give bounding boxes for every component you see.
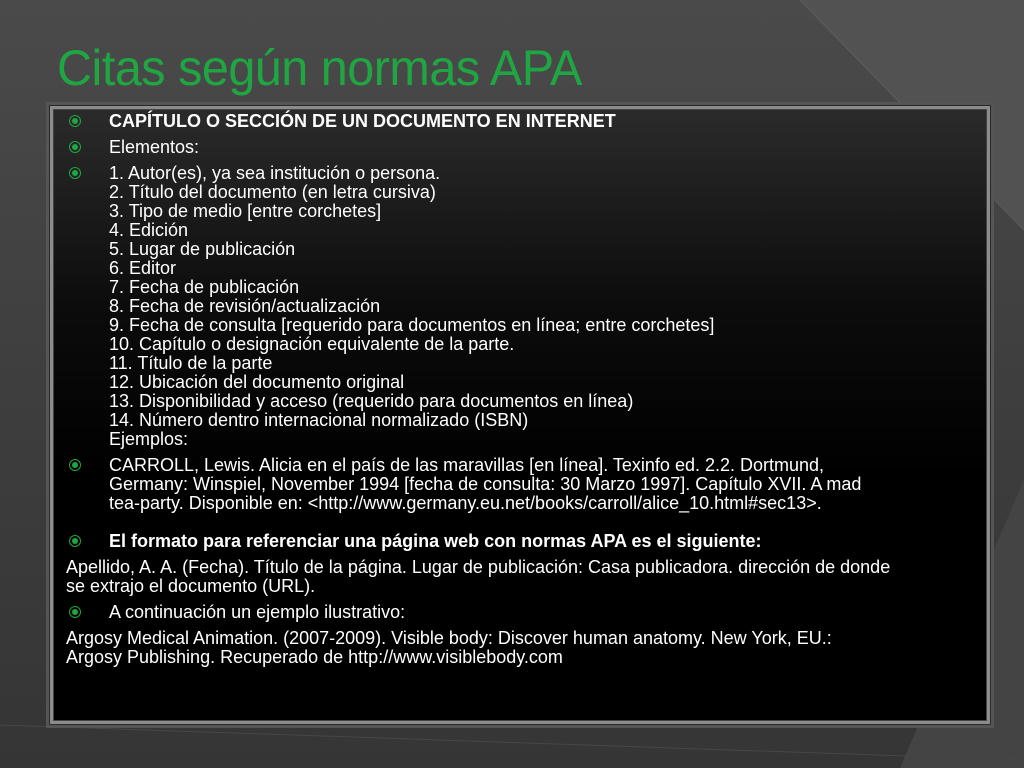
example-label: A continuación un ejemplo ilustrativo: bbox=[109, 602, 406, 622]
slide-title: Citas según normas APA bbox=[57, 40, 582, 96]
element-line: 2. Título del documento (en letra cursiva) bbox=[109, 182, 436, 202]
format-line: se extrajo el documento (URL). bbox=[66, 576, 316, 596]
bullet-icon bbox=[69, 141, 81, 153]
element-line: 5. Lugar de publicación bbox=[109, 239, 296, 259]
web-example-paragraph bbox=[66, 629, 981, 667]
bullet-item bbox=[66, 603, 981, 622]
bullet-item bbox=[66, 532, 981, 551]
element-line: 12. Ubicación del documento original bbox=[109, 372, 405, 392]
element-line: 8. Fecha de revisión/actualización bbox=[109, 296, 381, 316]
bullet-item-elements-list bbox=[66, 164, 981, 449]
format-line: Apellido, A. A. (Fecha). Título de la página. Lugar de publicación: Casa publicadora. dirección de donde bbox=[66, 557, 891, 577]
format-paragraph bbox=[66, 558, 981, 596]
web-example-line: Argosy Medical Animation. (2007-2009). Visible body: Discover human anatomy. New York, EU.: bbox=[66, 628, 832, 648]
examples-label: Ejemplos: bbox=[109, 429, 189, 449]
bullet-icon bbox=[69, 115, 81, 127]
section-heading: El formato para referenciar una página web con normas APA es el siguiente: bbox=[109, 531, 762, 551]
citation-line: tea-party. Disponible en: <http://www.germany.eu.net/books/carroll/alice_10.html#sec13>. bbox=[109, 493, 822, 513]
bullet-icon bbox=[69, 459, 81, 471]
bullet-icon bbox=[69, 535, 81, 547]
elements-label: Elementos: bbox=[109, 137, 200, 157]
bullet-icon bbox=[69, 167, 81, 179]
element-line: 11. Título de la parte bbox=[109, 353, 273, 373]
web-example-line: Argosy Publishing. Recuperado de http://www.visiblebody.com bbox=[66, 647, 563, 667]
element-line: 9. Fecha de consulta [requerido para documentos en línea; entre corchetes] bbox=[109, 315, 715, 335]
element-line: 14. Número dentro internacional normalizado (ISBN) bbox=[109, 410, 529, 430]
element-line: 10. Capítulo o designación equivalente de la parte. bbox=[109, 334, 515, 354]
element-line: 13. Disponibilidad y acceso (requerido para documentos en línea) bbox=[109, 391, 634, 411]
element-line: 3. Tipo de medio [entre corchetes] bbox=[109, 201, 382, 221]
element-line: 6. Editor bbox=[109, 258, 177, 278]
slide-content bbox=[66, 112, 981, 674]
citation-line: CARROLL, Lewis. Alicia en el país de las maravillas [en línea]. Texinfo ed. 2.2. Dortmund, bbox=[109, 455, 825, 475]
bullet-item-citation-example bbox=[66, 456, 981, 513]
element-line: 7. Fecha de publicación bbox=[109, 277, 300, 297]
section-heading: CAPÍTULO O SECCIÓN DE UN DOCUMENTO EN INTERNET bbox=[109, 111, 616, 131]
citation-line: Germany: Winspiel, November 1994 [fecha de consulta: 30 Marzo 1997]. Capítulo XVII. A mad bbox=[109, 474, 862, 494]
bullet-icon bbox=[69, 606, 81, 618]
element-line: 1. Autor(es), ya sea institución o persona. bbox=[109, 163, 441, 183]
element-line: 4. Edición bbox=[109, 220, 189, 240]
bullet-item bbox=[66, 112, 981, 131]
bullet-item bbox=[66, 138, 981, 157]
